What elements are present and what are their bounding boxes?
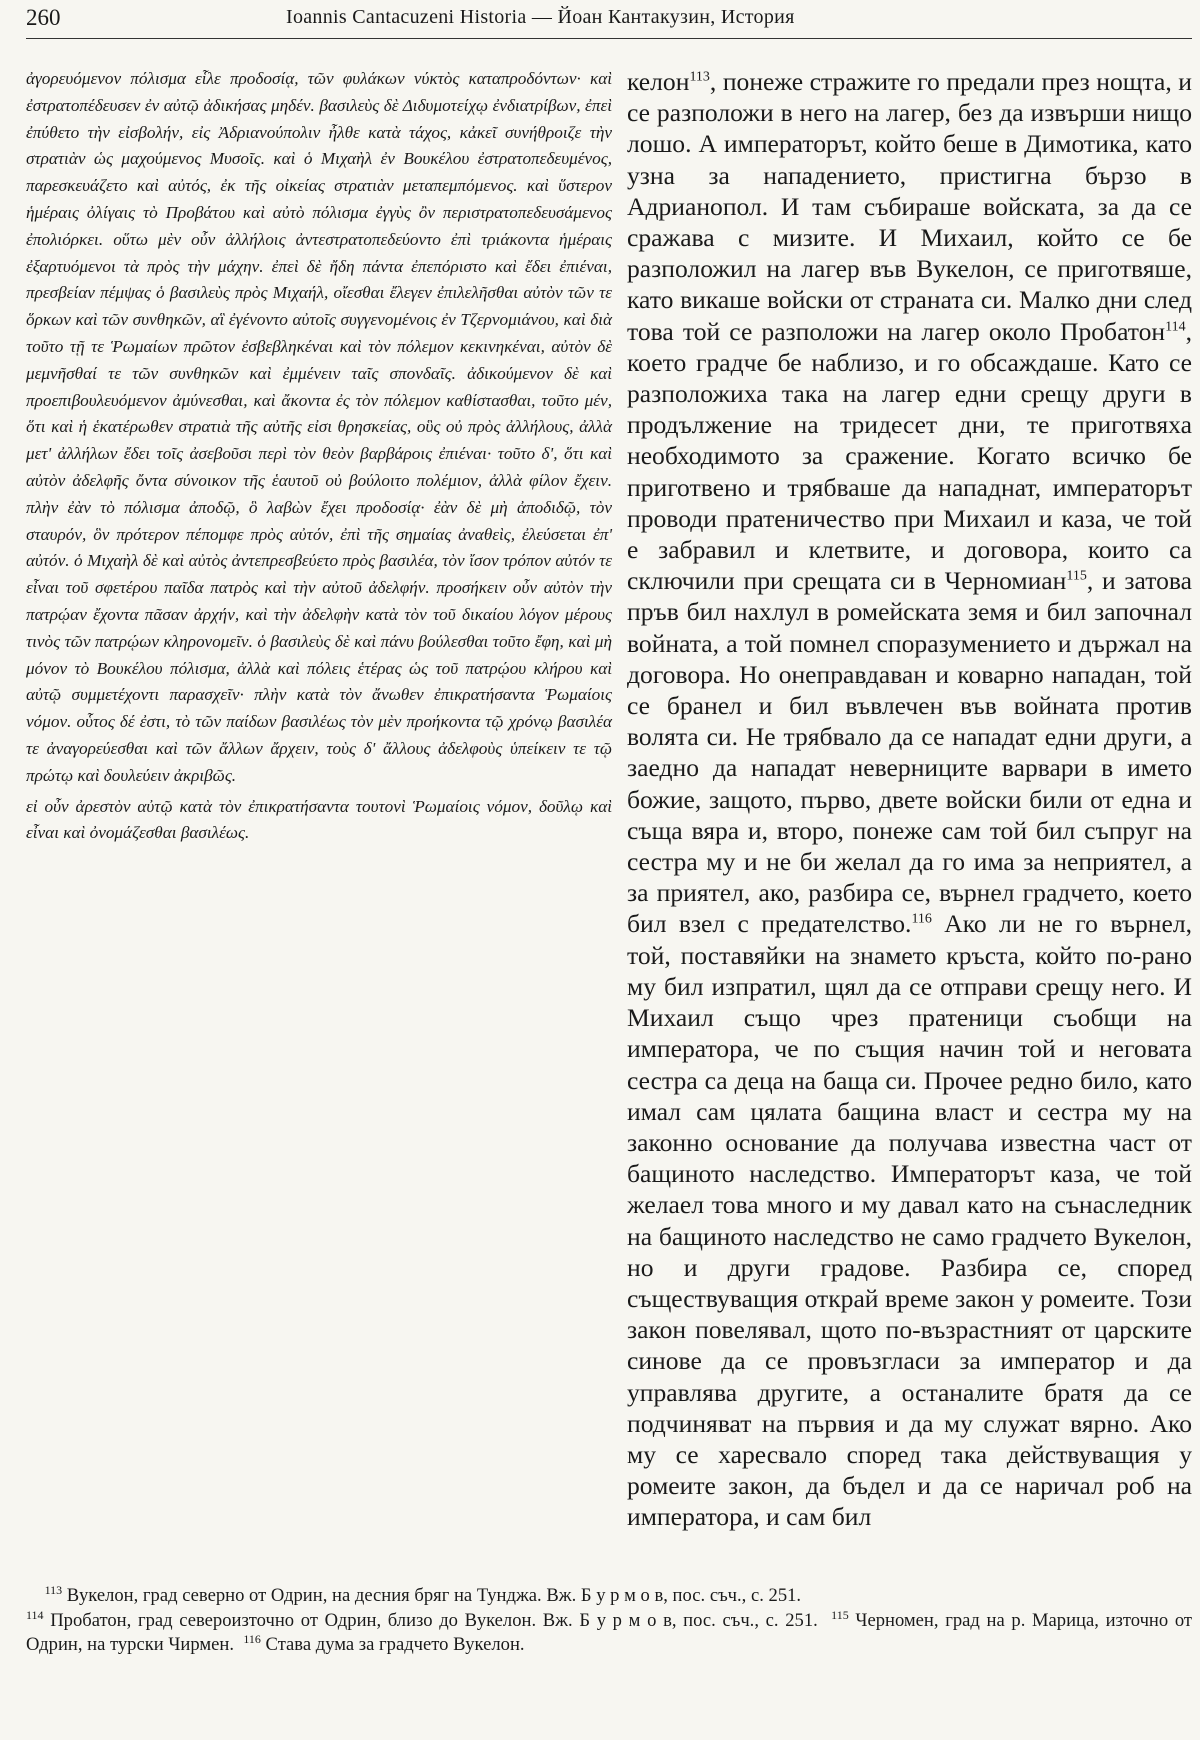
page-number: 260 bbox=[26, 5, 61, 30]
footnote-number-113: 113 bbox=[44, 1582, 63, 1597]
bulgarian-column bbox=[627, 66, 1192, 1533]
footnote-113 bbox=[26, 1584, 1192, 1609]
footnote-ref-113[interactable]: 113 bbox=[689, 69, 710, 85]
bulgarian-text-lead: келон bbox=[627, 67, 690, 96]
running-title: Ioannis Cantacuzeni Historia — Йоан Кантакузин, История bbox=[286, 6, 795, 28]
bulgarian-text-part-4: Ако ли не го върнел, той, поставяйки на знамето кръста, който по-рано му бил изпратил, щял да се отправи срещу него. И Михаил също чрез пратеници съобщи на императора, че по същия начин той и неговата сестра са деца на баща си. Прочее редно било, като имал сам цялата бащина власт и сестра му на законно основание да получава известна част от бащиното наследство. Императорът каза, че той желаел това много и му давал като на сънаследник на бащиното наследство не само градчето Вукелон, но и други градове. Разбира се, според съществуващия открай време закон у ромеите. Този закон повелявал, щото по-възрастният от царските синове да се провъзгласи за император и да управлява другите, а останалите братя да се подчиняват на първия и да му служат вярно. Ако му се харесвало според така действуващия у ромеите закон, да бъдел и да се наричал роб на императора, и сам бил bbox=[627, 909, 1192, 1532]
bulgarian-text-part-2: , което градче бе наблизо, и го обсаждаше. Като се разположиха така на лагер едни срещу други в продължение на тридесет дни, те приготвяха необходимото за сражение. Когато всичко бе приготвено и трябваше да нападнат, императорът проводи пратеничество при Михаил и каза, че той е забравил и клетвите, и договора, които са сключили при срещата си в Черномиан bbox=[627, 316, 1192, 596]
footnote-text-113: Вукелон, град северно от Одрин, на десния бряг на Тунджа. Вж. Б у р м о в, пос. съч., с. 251. bbox=[62, 1585, 802, 1606]
footnote-114-115-116 bbox=[26, 1609, 1192, 1658]
footnote-text-116: Става дума за градчето Вукелон. bbox=[260, 1634, 525, 1655]
footnote-text-114: Пробатон, град североизточно от Одрин, близо до Вукелон. Вж. Б у р м о в, пос. съч., с. 251. bbox=[43, 1609, 818, 1631]
greek-paragraph-final: εἰ οὖν ἀρεστὸν αὐτῷ κατὰ τὸν ἐπικρατήσαντα τουτονὶ Ῥωμαίοις νόμον, δοῦλῳ καὶ εἶναι καὶ ὀνομάζεσθαι βασιλέως. bbox=[26, 796, 612, 843]
footnote-text-115: Черномен, град на р. Марица, източно от Одрин, на турски Чирмен. bbox=[26, 1609, 1193, 1655]
greek-column bbox=[26, 66, 612, 847]
footnote-ref-115[interactable]: 115 bbox=[1066, 568, 1087, 584]
greek-paragraph: ἀγορευόμενον πόλισμα εἷλε προδοσίᾳ, τῶν φυλάκων νύκτὸς καταπροδόντων· καὶ ἐστρατοπέδευσεν ἐν αὐτῷ ἀδικήσας μηδέν. βασιλεὺς δὲ Διδυμοτείχῳ ἐνδιατρίβων, ἐπεὶ ἐπύθετο τὴν εἰσβολήν, εἰς Ἀδριανούπολιν ἦλθε κατὰ τάχος, κἀκεῖ συνήθροιζε τὴν στρατιὰν ὡς μαχούμενος Μυσοῖς. καὶ ὁ Μιχαὴλ ἐν Βουκέλου ἐστρατοπεδευμένος, παρεσκευάζετο καὶ αὐτός, ἐκ τῆς οἰκείας στρατιὰν μεταπεμπόμενος. καὶ ὕστερον ἡμέραις ὀλίγαις τὸ Προβάτου καὶ αὐτὸ πόλισμα ἐγγὺς ὂν περιστρατοπεδευσάμενος ἐπολιόρκει. οὕτω μὲν οὖν ἀλλήλοις ἀντεστρατοπεδεύοντο ἐπὶ τριάκοντα ἡμέραις ἐξαρτυόμενοι τὰ πρὸς τὴν μάχην. ἐπεὶ δὲ ἤδη πάντα ἐπεπόριστο καὶ ἔδει ἐπιέναι, πρεσβείαν πέμψας ὁ βασιλεὺς πρὸς Μιχαήλ, οἴεσθαι ἔλεγεν ἐπιλελῆσθαι αὐτὸν τῶν τε ὅρκων καὶ τῶν συνθηκῶν, αἳ ἐγένοντο αὐτοῖς συγγενομένοις ἐν Τζερνομιάνου, καὶ διὰ τοῦτο τῇ τε Ῥωμαίων πρῶτον ἐσβεβληκέναι καὶ τὸν πόλεμον κεκινηκέναι, αὐτὸν δὲ μεμνῆσθαί τε τῶν συνθηκῶν καὶ ἐμμένειν ταῖς σπονδαῖς. ἀδικούμενον δὲ καὶ προεπιβουλευόμενον ἀμύνεσθαι, καὶ ἄκοντα ἐς τὸν πόλεμον καθίστασθαι, τοῦτο μέν, ὅτι καὶ ἡ ἑκατέρωθεν στρατιὰ τῆς αὐτῆς εἰσι θρησκείας, οὓς οὐ πρὸς ἀλλήλους, ἀλλὰ μετ' ἀλλήλων ἔδει τοῖς ἀσεβοῦσι περὶ τὸν θεὸν βαρβάροις ἐπιέναι· τοῦτο δ', ὅτι καὶ αὐτὸν ἀδελφῆς ὄντα σύνοικον τῆς ἑαυτοῦ οὐ βούλοιτο πολέμιον, ἀλλὰ φίλον ἔχειν. πλὴν ἐὰν τὸ πόλισμα ἀποδῷ, ὃ λαβὼν ἔχει προδοσίᾳ· ἐὰν δὲ μὴ ἀποδιδῷ, τὸν σταυρόν, ὃν πρότερον πέπομφε πρὸς αὐτόν, ἐπὶ τῆς σημαίας ἀναθεὶς, ἐλεύσεται ἐπ' αὐτόν. ὁ Μιχαὴλ δὲ καὶ αὐτὸς ἀντεπρεσβεύετο πρὸς βασιλέα, τὸν ἴσον τρόπον αὐτόν τε εἶναι τοῦ σφετέρου παῖδα πατρὸς καὶ τὴν αὐτοῦ ἀδελφήν. προσήκειν οὖν αὐτὸν τὴν πατρῴαν ἔχοντα πᾶσαν ἀρχήν, καὶ τὴν ἀδελφὴν κατὰ τὸν τοῦ δικαίου λόγον μέρους τινὸς τῶν πατρῴων κληρονομεῖν. ὁ βασιλεὺς δὲ καὶ πάνυ βούλεσθαι τοῦτο ἔφη, καὶ μὴ μόνον τὸ Βουκέλου πόλισμα, ἀλλὰ καὶ πόλεις ἑτέρας ὡς τοῦ πατρῴου κλήρου καὶ αὐτῷ συμμετέχοντι παρασχεῖν· πλὴν κατὰ τὸν ἄνωθεν ἐπικρατήσαντα Ῥωμαίοις νόμον. οὗτος δέ ἐστι, τὸ τῶν παίδων βασιλέως τὸν μὲν προήκοντα τῷ χρόνῳ βασιλέα τε ἀναγορεύεσθαι καὶ τῶν ἄλλων ἄρχειν, τοὺς δ' ἄλλους ἀδελφοὺς ὑπείκειν τε τῷ πρώτῳ καὶ δουλεύειν ἀκριβῶς. bbox=[26, 69, 612, 785]
bulgarian-text-part-1: , понеже стражите го предали през нощта, и се разположи в него на лагер, без да извърши нищо лошо. А императорът, който беше в Димотика, като узна за нападението, пристигна бързо в Адрианопол. И там събираше войската, за да се сражава с мизите. И Михаил, който се бе разположил на лагер във Вукелон, се приготвяше, като викаше войски от страната си. Малко дни след това той се разположи на лагер около Пробатон bbox=[627, 67, 1192, 346]
footnote-number-116: 116 bbox=[243, 1631, 261, 1646]
bulgarian-text-part-3: , и затова пръв бил нахлул в ромейската земя и бил започнал войната, а той помнел споразумението и държал на договора. Но онеправдаван и коварно нападан, той се бранел и бил въвлечен във войната против волята си. Не трябвало да се нападат едни други, а заедно да нападат неверниците варвари в името божие, защото, първо, двете войски били от една и съща вяра и, второ, понеже сам той бил съпруг на сестра му и не би желал да го има за неприятел, а за приятел, ако, разбира се, върнел градчето, което бил взел с предателство. bbox=[627, 566, 1192, 939]
footnote-ref-116[interactable]: 116 bbox=[911, 911, 932, 927]
footnote-number-114: 114 bbox=[26, 1607, 44, 1622]
footnote-ref-114[interactable]: 114 bbox=[1165, 319, 1186, 335]
footnotes bbox=[26, 1584, 1192, 1658]
bulgarian-paragraph bbox=[627, 66, 1192, 1533]
footnote-number-115: 115 bbox=[831, 1607, 849, 1622]
page-header bbox=[26, 0, 1192, 39]
